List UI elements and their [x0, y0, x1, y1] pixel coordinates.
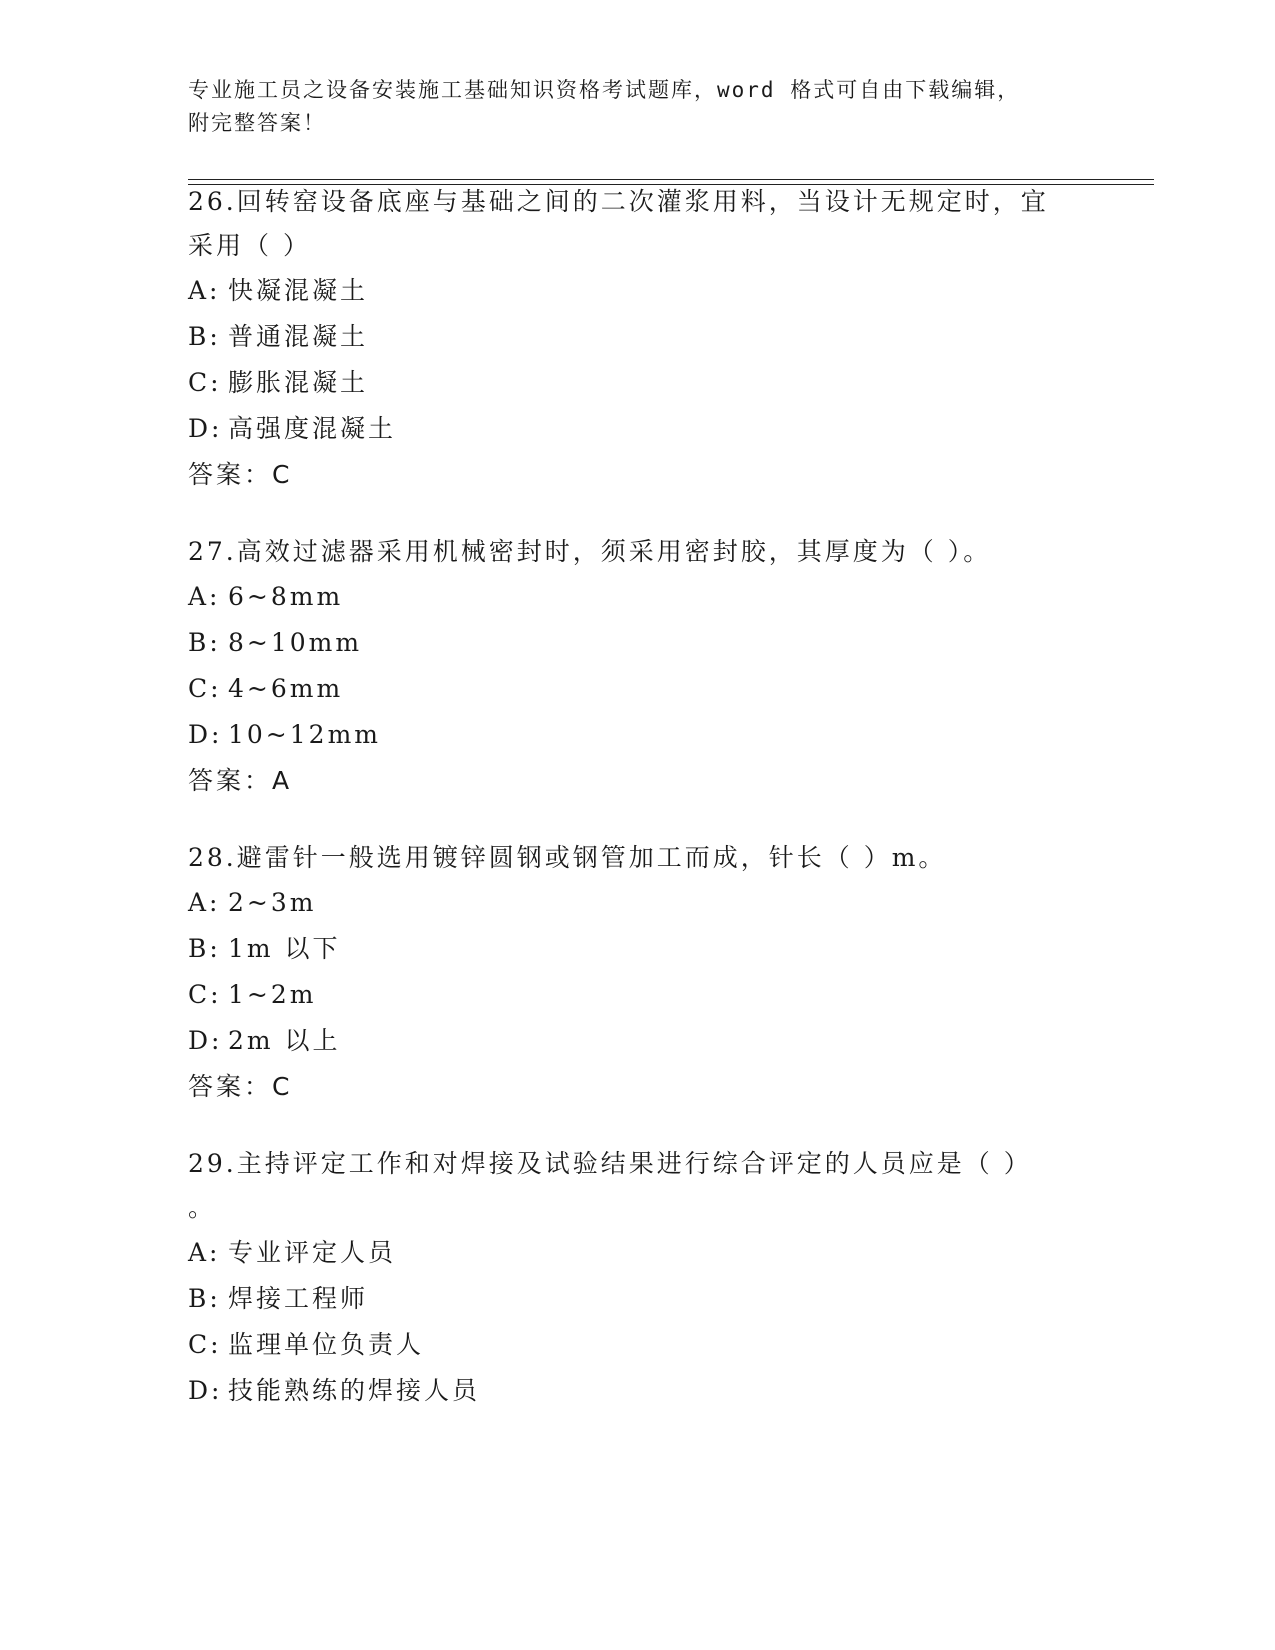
option-d	[188, 1018, 1088, 1064]
question-stem	[188, 836, 1088, 880]
answer: 答案：A	[188, 766, 293, 795]
option-key: D:	[188, 720, 223, 749]
option-text: 6~8mm	[228, 582, 344, 611]
stem-line: 。	[188, 1193, 217, 1222]
option-text: 普通混凝土	[228, 322, 369, 351]
option-text: 4~6mm	[228, 674, 344, 703]
option-key: D:	[188, 1376, 223, 1405]
option-text: 2~3m	[228, 888, 317, 917]
option-text: 1m 以下	[228, 934, 341, 963]
option-c	[188, 972, 1088, 1018]
option-key: D:	[188, 414, 223, 443]
option-key: B:	[188, 322, 221, 351]
option-text: 8~10mm	[228, 628, 363, 657]
header-line-1: 专业施工员之设备安装施工基础知识资格考试题库，word 格式可自由下载编辑，	[188, 78, 1021, 102]
option-text: 快凝混凝土	[228, 276, 369, 305]
question-26	[188, 180, 1088, 498]
option-b	[188, 926, 1088, 972]
question-28	[188, 836, 1088, 1110]
option-key: C:	[188, 1330, 222, 1359]
option-key: A:	[188, 582, 221, 611]
option-b	[188, 620, 1088, 666]
option-key: A:	[188, 888, 221, 917]
option-key: B:	[188, 628, 221, 657]
option-text: 专业评定人员	[228, 1238, 397, 1267]
header-line-2: 附完整答案！	[188, 111, 326, 135]
answer: 答案：C	[188, 460, 293, 489]
option-a	[188, 1230, 1088, 1276]
option-text: 膨胀混凝土	[228, 368, 369, 397]
option-text: 1~2m	[228, 980, 317, 1009]
option-b	[188, 314, 1088, 360]
document-header	[188, 74, 1088, 140]
question-stem	[188, 1142, 1088, 1230]
option-d	[188, 1368, 1088, 1414]
option-text: 高强度混凝土	[228, 414, 397, 443]
option-key: C:	[188, 368, 222, 397]
option-text: 监理单位负责人	[228, 1330, 425, 1359]
question-27	[188, 530, 1088, 804]
option-c	[188, 360, 1088, 406]
option-d	[188, 406, 1088, 452]
option-c	[188, 666, 1088, 712]
stem-line: 27.高效过滤器采用机械密封时，须采用密封胶，其厚度为（ ）。	[188, 537, 992, 566]
option-a	[188, 268, 1088, 314]
option-a	[188, 880, 1088, 926]
stem-line: 28.避雷针一般选用镀锌圆钢或钢管加工而成，针长（ ）m。	[188, 843, 947, 872]
option-c	[188, 1322, 1088, 1368]
option-key: A:	[188, 276, 221, 305]
option-b	[188, 1276, 1088, 1322]
option-text: 2m 以上	[228, 1026, 341, 1055]
option-key: C:	[188, 674, 222, 703]
option-text: 焊接工程师	[228, 1284, 369, 1313]
answer: 答案：C	[188, 1072, 293, 1101]
option-d	[188, 712, 1088, 758]
option-key: B:	[188, 934, 221, 963]
option-text: 10~12mm	[228, 720, 381, 749]
option-key: B:	[188, 1284, 221, 1313]
question-29	[188, 1142, 1088, 1414]
question-stem	[188, 530, 1088, 574]
option-text: 技能熟练的焊接人员	[228, 1376, 481, 1405]
question-stem	[188, 180, 1088, 268]
option-key: D:	[188, 1026, 223, 1055]
stem-line: 采用（ ）	[188, 231, 311, 260]
stem-line: 29.主持评定工作和对焊接及试验结果进行综合评定的人员应是（ ）	[188, 1149, 1032, 1178]
option-a	[188, 574, 1088, 620]
stem-line: 26.回转窑设备底座与基础之间的二次灌浆用料，当设计无规定时，宜	[188, 187, 1049, 216]
option-key: C:	[188, 980, 222, 1009]
option-key: A:	[188, 1238, 221, 1267]
